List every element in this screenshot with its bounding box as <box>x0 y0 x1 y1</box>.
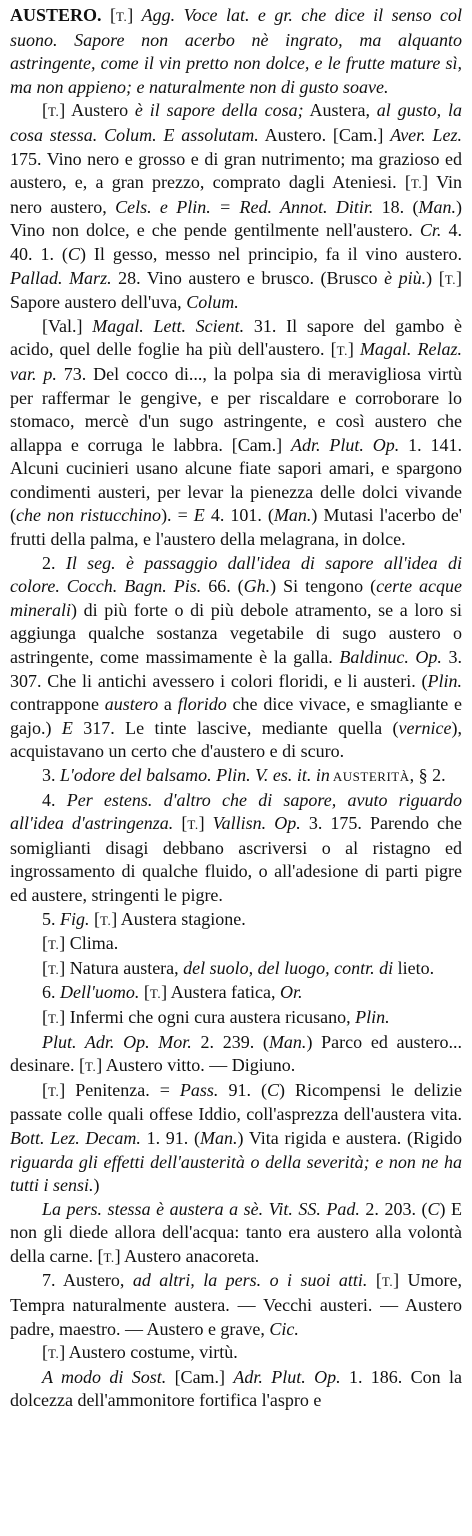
text-run: ). = <box>161 505 194 526</box>
italic-text: austero <box>104 694 159 715</box>
text-run: ) Vita rigida e austera. (Rigido <box>237 1127 462 1148</box>
text-run: 4. 40. 1. ( <box>10 220 463 264</box>
text-run: [ <box>42 1006 48 1027</box>
italic-text: che non ristucchino <box>16 505 162 526</box>
text-run: ] <box>198 813 213 834</box>
text-run: ] Austera fatica, <box>161 982 281 1003</box>
italic-text: Il seg. è passaggio dall'idea di sapore all'idea di colore. Cocch. Bagn. Pis. <box>10 552 463 597</box>
italic-text: Magal. Relaz. var. p. <box>10 339 462 384</box>
text-run: ] Sapore austero dell'uva, <box>10 267 462 313</box>
text-run: [ <box>101 5 116 25</box>
italic-text: Man. <box>199 1127 238 1148</box>
italic-text: vernice <box>398 717 452 738</box>
text-run: ] Penitenza. = <box>59 1079 180 1100</box>
entry-paragraph <box>10 1366 462 1413</box>
text-run: ) Mutasi l'acerbo de' frutti della palma, e l'austero della melagrana, in dolce. <box>10 505 462 550</box>
italic-text: C <box>427 1198 440 1219</box>
text-run: ) Si tengono ( <box>270 576 377 597</box>
text-run: ), acquistavano un certo che d'austero e di scuro. <box>10 717 463 762</box>
entry-paragraph <box>10 1006 462 1031</box>
small-caps-text: T. <box>115 9 128 24</box>
text-run: lieto. <box>393 957 435 978</box>
text-run: ] Austero <box>59 100 135 121</box>
text-run: Austera, <box>303 100 377 121</box>
italic-text: Aver. Lez. <box>390 124 462 145</box>
text-run: ) E non gli diede allora dell'acqua: tanto era austero alla volontà della carne. [ <box>10 1198 462 1266</box>
italic-text: Baldinuc. Op. <box>339 647 442 668</box>
small-caps-text: T. <box>336 343 348 359</box>
text-run: Austero. [Cam.] <box>258 124 391 145</box>
text-run: , § 2. <box>409 765 446 785</box>
text-run: 317. Le tinte lascive, mediante quella ( <box>72 717 399 738</box>
small-caps-text: T. <box>187 817 199 833</box>
italic-text: Man. <box>418 196 456 217</box>
italic-text: Magal. Lett. Scient. <box>92 315 245 336</box>
text-run: ] Umore, Tempra naturalmente austera. — Vecchi austeri. — Austero padre, maestro. — Austero e grave, <box>10 1270 462 1339</box>
text-run: 28. Vino austero e brusco. (Brusco <box>111 267 385 288</box>
text-run: ] <box>127 5 142 25</box>
italic-text: La pers. stessa è austera a sè. Vit. SS. Pad. <box>42 1198 360 1219</box>
text-run: [ <box>42 1079 48 1100</box>
italic-text: Bott. Lez. Decam. <box>10 1127 141 1148</box>
text-run: che dice vivace, e smagliante e gajo.) <box>10 694 462 738</box>
text-run: 3. 175. Parendo che somiglianti disagi debbano ascriversi o al ristagno ed ingrossamento di qualche fluido, o all'adesione di parti pigre ed austere, stringenti le pigre. <box>10 813 463 905</box>
entry-paragraph <box>10 981 462 1006</box>
entry-paragraph <box>10 764 462 789</box>
text-run: 175. Vino nero e grosso e di gran nutrimento; ma grazioso ed austero, e, a gran prezzo, comprato dagli Ateniesi. [ <box>10 148 462 193</box>
text-run: 73. Del cocco di..., la polpa sia di meravigliosa virtù per raffermar le gengive, e per riscaldare e corroborare lo stomaco, mercè d'un sugo astringente, e così austero che allappa e corruga le labbra. [Cam.] <box>10 363 462 455</box>
italic-text: E <box>61 717 73 738</box>
entry-paragraph <box>10 1269 462 1341</box>
italic-text: Pass. <box>179 1079 219 1100</box>
text-run: 2. <box>42 552 66 573</box>
small-caps-text: T. <box>48 1010 60 1026</box>
text-run: 2. 239. ( <box>191 1031 269 1052</box>
italic-text: Man. <box>268 1031 307 1052</box>
text-run: ] Clima. <box>59 933 119 954</box>
text-run: [ <box>42 100 48 121</box>
italic-text: Plin. <box>427 670 462 691</box>
text-run: ] Austero costume, virtù. <box>59 1342 238 1363</box>
text-run: [ <box>42 1342 48 1363</box>
text-run: 4. 101. ( <box>204 505 274 526</box>
italic-text: Cels. e Plin. = Red. Annot. Ditir. <box>115 196 374 217</box>
italic-text: E <box>193 505 205 526</box>
entry-headword-paragraph <box>10 4 462 99</box>
small-caps-text: T. <box>100 912 112 928</box>
text-run: 91. ( <box>218 1079 267 1100</box>
text-run: 18. ( <box>373 196 419 217</box>
small-caps-text: T. <box>381 1274 394 1290</box>
italic-text: Plin. <box>355 1006 390 1027</box>
text-run: 1. 141. Alcuni cucinieri usano alcune fiate sapori amari, e spargono condimenti austeri, per levar la pienezza delle dolci vivande ( <box>10 434 463 526</box>
text-run: ) <box>93 1175 100 1196</box>
text-run: ) di più forte o di più debole atramento, se a loro si aggiunga qualche sostanza vegetabile di sugo austero o astringente, come massimamente è la galla. <box>10 599 462 668</box>
entry-paragraph <box>10 99 462 314</box>
italic-text: L'odore del balsamo. Plin. V. es. it. in <box>60 765 330 785</box>
small-caps-text: T. <box>48 961 60 977</box>
text-run: 3. 307. Che li antichi avessero i colori floridi, e li austeri. ( <box>10 647 462 691</box>
small-caps-text: T. <box>444 271 456 287</box>
text-run: [ <box>42 933 48 954</box>
small-caps-text: T. <box>48 104 60 120</box>
entry-paragraph <box>10 908 462 933</box>
italic-text: Per estens. d'altro che di sapore, avuto riguardo all'idea d'astringenza. <box>10 789 463 834</box>
small-caps-text: T. <box>48 1083 60 1099</box>
italic-text: Vallisn. Op. <box>212 813 301 834</box>
text-run: contrappone <box>10 694 105 715</box>
text-run: [Cam.] <box>166 1366 234 1387</box>
text-run: ) Il gesso, messo nel principio, fa il vino austero. <box>79 243 462 264</box>
entry-paragraph <box>10 789 462 908</box>
text-run: [Val.] <box>42 315 93 336</box>
italic-text: Fig. <box>60 908 90 929</box>
italic-text: Adr. Plut. Op. <box>291 434 400 455</box>
italic-text: del suolo, del luogo, contr. di <box>183 957 394 978</box>
small-caps-text: T. <box>410 176 423 192</box>
italic-text: Or. <box>280 982 303 1003</box>
entry-paragraph <box>10 1198 462 1270</box>
text-run: 2. 203. ( <box>359 1198 428 1219</box>
small-caps-text: T. <box>48 937 60 953</box>
text-run: [ <box>89 908 100 929</box>
italic-text: Pallad. Marz. <box>10 267 112 288</box>
text-run: 6. <box>42 982 60 1003</box>
text-run: ] Austero vitto. — Digiuno. <box>96 1055 296 1076</box>
italic-text: C <box>67 243 80 264</box>
text-run: ) Parco ed austero... desinare. [ <box>10 1031 463 1076</box>
text-run: a <box>158 694 178 715</box>
italic-text: ad altri, la pers. o i suoi atti. <box>132 1270 368 1291</box>
text-run: ] Natura austera, <box>59 957 184 978</box>
text-run: ) Ricompensi le delizie passate colle quali offese Iddio, coll'asprezza dell'austera vita. <box>10 1079 463 1125</box>
italic-text: Adr. Plut. Op. <box>233 1366 341 1387</box>
italic-text: Man. <box>273 505 312 526</box>
small-caps-text: AUSTERITÀ <box>329 769 410 784</box>
italic-text: A modo di Sost. <box>42 1366 167 1387</box>
italic-text: è il sapore della cosa; <box>134 100 304 121</box>
text-run: [ <box>367 1270 382 1291</box>
entry-paragraph <box>10 1031 462 1079</box>
entry-paragraph <box>10 1341 462 1366</box>
text-run: ] <box>347 339 360 360</box>
small-caps-text: T. <box>103 1249 115 1265</box>
italic-text: florido <box>177 694 227 715</box>
text-run: 3. <box>42 765 60 785</box>
text-run: 1. 91. ( <box>140 1127 200 1148</box>
entry-paragraph <box>10 957 462 982</box>
text-run: ] Vin nero austero, <box>10 172 463 217</box>
italic-text: Cic. <box>269 1318 299 1339</box>
text-run: [ <box>173 813 188 834</box>
italic-text: Plut. Adr. Op. Mor. <box>42 1031 192 1052</box>
italic-text: Dell'uomo. <box>60 982 140 1003</box>
text-run: [ <box>42 957 48 978</box>
text-run: 7. Austero, <box>42 1270 133 1291</box>
italic-text: Cr. <box>419 220 442 241</box>
small-caps-text: T. <box>48 1346 60 1362</box>
italic-text: certe acque minerali <box>10 576 463 620</box>
text-run: 31. Il sapore del gambo è acido, quel delle foglie ha più dell'austero. [ <box>10 315 462 360</box>
italic-text: Colum. <box>186 292 239 313</box>
text-run: 4. <box>42 789 67 810</box>
italic-text: al gusto, la cosa stessa. Colum. E assolutam. <box>10 100 462 145</box>
text-run: 66. ( <box>201 576 244 597</box>
text-run: ) [ <box>426 267 445 288</box>
headword: AUSTERO. <box>10 5 102 25</box>
small-caps-text: T. <box>84 1059 97 1075</box>
italic-text: C <box>266 1079 279 1100</box>
italic-text: è più. <box>384 267 427 288</box>
text-run: ] Austera stagione. <box>111 908 246 929</box>
entry-paragraph <box>10 315 462 552</box>
entry-paragraph <box>10 552 462 764</box>
text-run: [ <box>139 982 150 1003</box>
italic-text: Agg. Voce lat. e gr. che dice il senso col suono. Sapore non acerbo nè ingrato, ma alquanto astringente, come il vin pretto non dolce, e le frutte mature sì, ma non appieno; e naturalmente non di gusto soave. <box>10 5 462 97</box>
italic-text: riguarda gli effetti dell'austerità o della severità; e non ne ha tutti i sensi. <box>10 1151 462 1196</box>
entry-paragraph <box>10 932 462 957</box>
text-run: ) Vino non dolce, e che pende gentilmente nell'austero. <box>10 196 462 241</box>
italic-text: Gh. <box>243 576 271 597</box>
text-run: 5. <box>42 908 60 929</box>
text-run: ] Austero anacoreta. <box>114 1245 260 1266</box>
small-caps-text: T. <box>149 986 162 1002</box>
entry-paragraph <box>10 1079 462 1198</box>
text-run: 1. 186. Con la dolcezza dell'ammonitore fortifica l'aspro e <box>10 1366 462 1411</box>
text-run: ] Infermi che ogni cura austera ricusano, <box>59 1006 356 1027</box>
